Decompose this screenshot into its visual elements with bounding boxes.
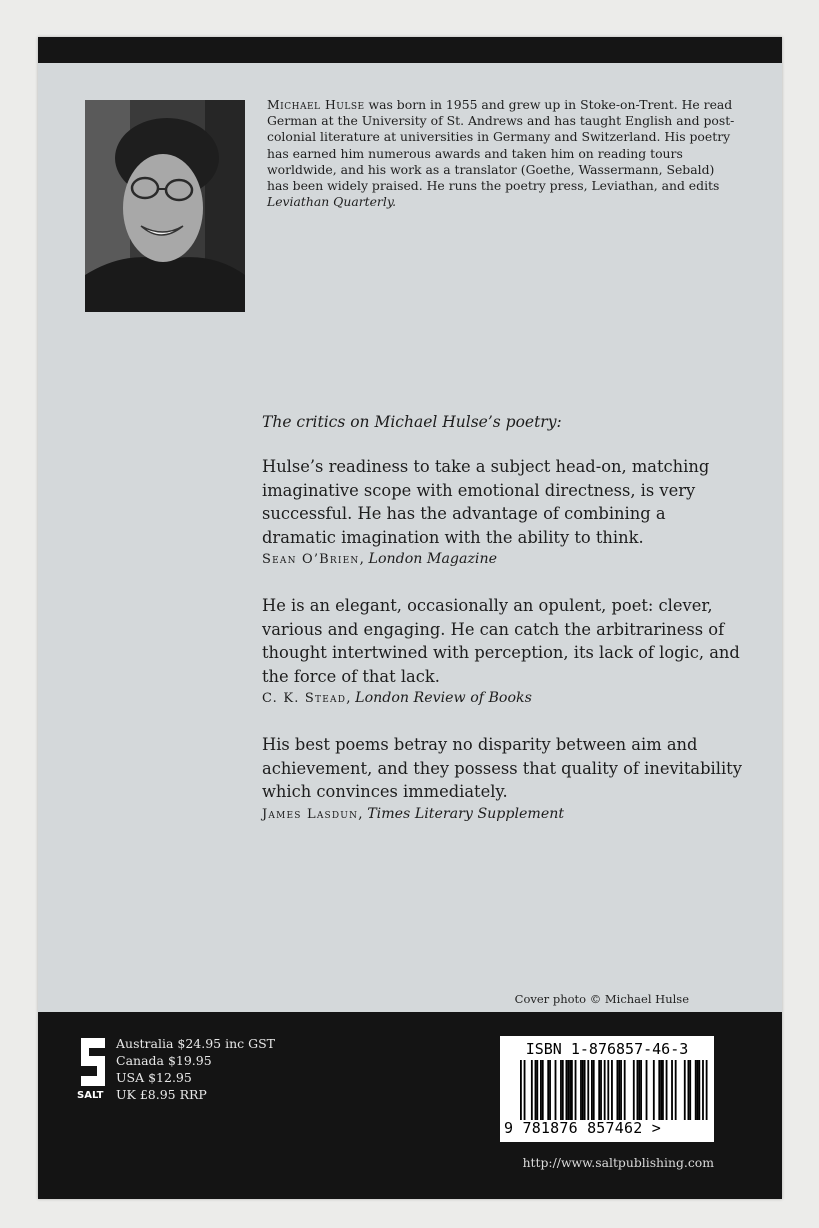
author-bio [267,97,737,210]
quote-block [262,455,742,570]
barcode-bar [524,1060,526,1120]
barcode-panel [500,1036,714,1142]
barcode-bar [582,1060,584,1120]
barcode-bar [555,1060,557,1120]
quote-text: His best poems betray no disparity between aim and achievement, and they possess that quality of inevitability which convinces immediately. [262,735,742,801]
salt-logo-label: SALT [77,1090,104,1101]
barcode-bar [598,1060,600,1120]
quote-source: James Lasdun, Times Literary Supplement [262,805,565,822]
quote-text: Hulse’s readiness to take a subject head-on, matching imaginative scope with emotional directness, is very successful. He has the advantage of combining a dramatic imagination with the ability to think. [262,457,710,547]
bottom-black-band [38,1012,782,1199]
barcode-bar [633,1060,635,1120]
publisher-url[interactable]: http://www.saltpublishing.com [522,1155,714,1170]
critics-heading: The critics on Michael Hulse’s poetry: [262,413,562,431]
barcode-bar [584,1060,586,1120]
price-canada: Canada $19.95 [116,1053,212,1068]
barcode-bar [695,1060,697,1120]
barcode-bar [567,1060,569,1120]
barcode-bar [611,1060,613,1120]
barcode-bar [535,1060,537,1120]
barcode-bar [646,1060,648,1120]
barcode-bar [653,1060,655,1120]
barcode-bar [549,1060,551,1120]
barcode-bar [575,1060,577,1120]
barcode-bar [689,1060,691,1120]
barcode-bar [697,1060,699,1120]
barcode-bar [671,1060,673,1120]
barcode-bar [591,1060,593,1120]
barcode-bar [566,1060,568,1120]
quote-source: Sean O’Brien, London Magazine [262,551,497,567]
isbn-number: ISBN 1-876857-46-3 [525,1040,689,1058]
barcode-bar [536,1060,538,1120]
barcode-bar [660,1060,662,1120]
price-usa: USA $12.95 [116,1070,192,1085]
barcode-bar [706,1060,708,1120]
publication-name: London Magazine [368,551,497,567]
barcode-bar [638,1060,640,1120]
top-black-band [38,37,782,63]
barcode-bar [540,1060,542,1120]
publication-name: London Review of Books [355,690,532,706]
barcode-bar [600,1060,602,1120]
critic-name: James Lasdun [262,806,359,822]
publication-name: Times Literary Supplement [367,805,565,822]
ean-13-barcode-icon [520,1060,708,1120]
barcode-bar [618,1060,620,1120]
critic-name: C. K. Stead [262,691,347,706]
price-list [116,1035,275,1103]
quote-block [262,594,742,709]
barcode-bar [593,1060,595,1120]
barcode-bar [580,1060,582,1120]
barcode-bar [666,1060,668,1120]
ean-digits: 9 781876 857462 > [504,1119,661,1137]
barcode-bar [569,1060,571,1120]
barcode-bar [637,1060,639,1120]
quote-block [262,733,742,825]
barcode-bar [542,1060,544,1120]
author-name: Michael Hulse [267,97,365,112]
barcode-bar [698,1060,700,1120]
barcode-bar [587,1060,589,1120]
barcode-bar [702,1060,704,1120]
barcode-bar [624,1060,626,1120]
barcode-bar [562,1060,564,1120]
book-back-cover [38,37,782,1199]
barcode-bar [687,1060,689,1120]
price-australia: Australia $24.95 inc GST [116,1036,275,1051]
quote-source: C. K. Stead, London Review of Books [262,690,532,706]
barcode-bar [616,1060,618,1120]
author-portrait-icon [85,100,245,312]
barcode-bar [607,1060,609,1120]
photo-credit: Cover photo © Michael Hulse [514,992,689,1006]
bio-text: was born in 1955 and grew up in Stoke-on-Trent. He read German at the University of St. Andrews and has taught English and post-colonial literature at universities in Germany and Switzerland. His poetry has earned him numerous awards and taken him on reading tours worldwide, and his work as a translator (Goethe, Wassermann, Sebald) has been widely praised. He runs the poetry press, Leviathan, and edits [267,97,735,194]
barcode-bar [531,1060,533,1120]
critics-section [262,413,742,849]
barcode-bar [684,1060,686,1120]
quote-text: He is an elegant, occasionally an opulent, poet: clever, various and engaging. He can catch the arbitrariness of thought intertwined with perception, its lack of logic, and the force of that lack. [262,596,740,686]
barcode-bar [560,1060,562,1120]
barcode-bar [662,1060,664,1120]
barcode-bar [520,1060,522,1120]
barcode-bar [571,1060,573,1120]
barcode-bar [547,1060,549,1120]
barcode-bar [620,1060,622,1120]
barcode-bar [658,1060,660,1120]
barcode-bar [675,1060,677,1120]
price-uk: UK £8.95 RRP [116,1087,207,1102]
barcode-bar [604,1060,606,1120]
journal-title: Leviathan Quarterly. [267,194,397,210]
critic-name: Sean O’Brien [262,552,360,567]
barcode-bar [640,1060,642,1120]
